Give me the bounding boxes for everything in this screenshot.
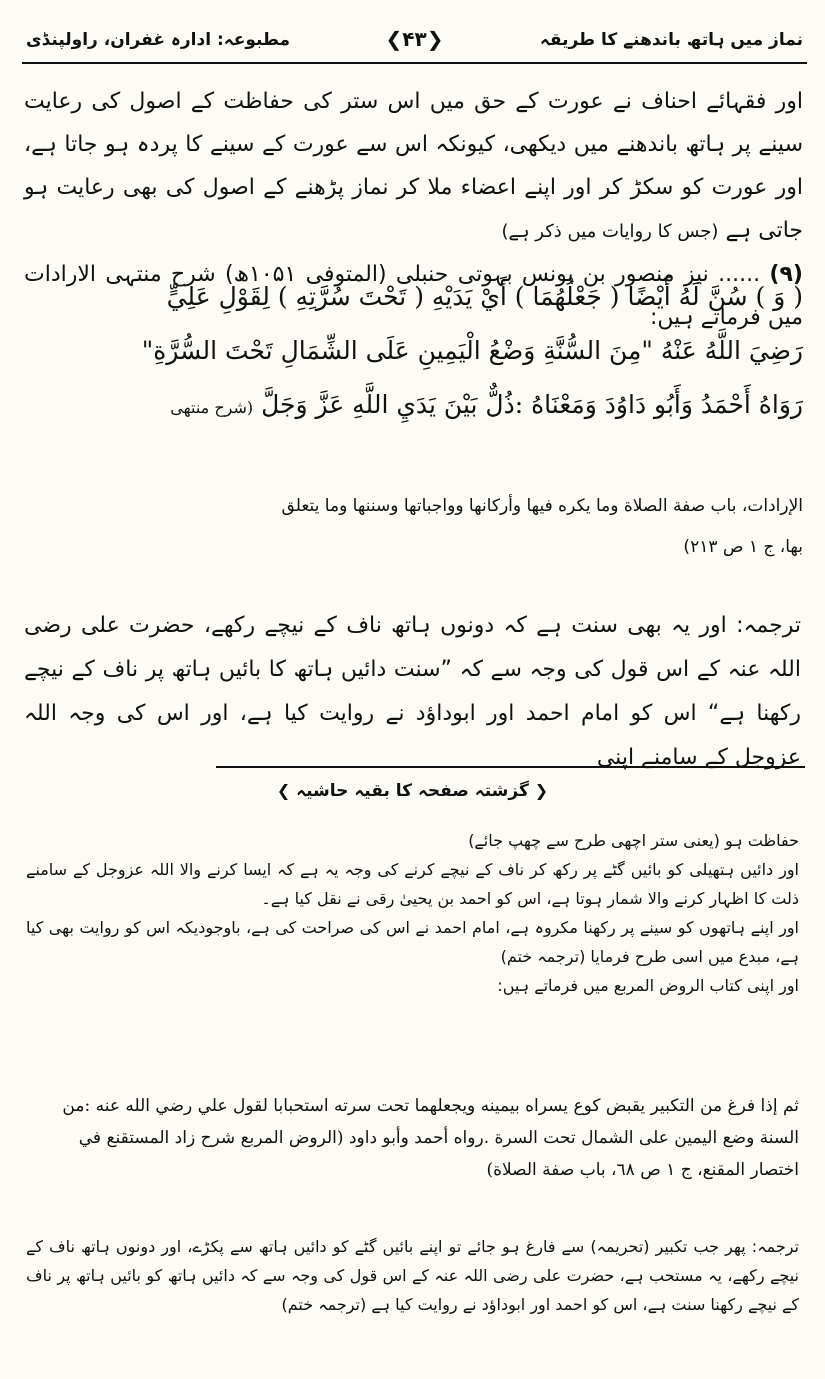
item-intro: ...... نیز منصور بن یونس بہوتی حنبلی (المتوفی ۱۰۵۱ھ) شرح منتہی الارادات میں فرماتے ہیں: (24, 262, 803, 330)
header-book-title: نماز میں ہاتھ باندھنے کا طریقہ (539, 29, 803, 50)
footnote-translation (26, 1232, 799, 1319)
arabic-quote (24, 270, 803, 435)
footnote-paragraph-5: ترجمہ: پھر جب تکبیر (تحریمہ) سے فارغ ہو جائے تو اپنے بائیں گٹے کو دائیں ہاتھ سے پکڑے، اور دونوں ہاتھ ناف کے نیچے رکھے، یہ مستحب ہے، حضرت علی رضی اللہ عنہ کے اس قول کی وجہ سے کہ دائیں ہاتھ کو بائیں ہاتھ پر ناف کے نیچے رکھنا سنت ہے، اس کو احمد اور ابوداؤد نے روایت کیا ہے (ترجمہ ختم) (26, 1237, 799, 1314)
footnote-paragraph-4: اور اپنی کتاب الروض المربع میں فرماتے ہیں: (497, 976, 799, 995)
footnote-title (0, 780, 825, 801)
arabic-line-2: رَضِيَ اللَّهُ عَنْهُ "مِنَ السُّنَّةِ وَضْعُ الْيَمِينِ عَلَى الشِّمَالِ تَحْتَ السُّرَّةِ" (141, 336, 803, 365)
paragraph-1-note: (جس کا روایات میں ذکر ہے) (501, 221, 719, 242)
translation-paragraph: ترجمہ: اور یہ بھی سنت ہے کہ دونوں ہاتھ ناف کے نیچے رکھے، حضرت علی رضی اللہ عنہ کے اس قول کی وجہ سے کہ ”سنت دائیں ہاتھ کا بائیں ہاتھ پر ناف کے نیچے رکھنا ہے“ اس کو امام احمد اور ابوداؤد نے روایت کیا ہے، اور اس کی وجہ اللہ عزوجل کے سامنے اپنی (24, 613, 801, 770)
footnote-paragraph-2: اور دائیں ہتھیلی کو بائیں گٹے پر رکھ کر ناف کے نیچے کرنے کی وجہ یہ ہے کہ ایسا کرنے والا اللہ عزوجل کے سامنے ذلت کا اظہار کرنے والا شمار ہوتا ہے، اس کو احمد بن یحییٰ رقی نے نقل کیا ہے۔ (26, 860, 799, 908)
paragraph-1: اور فقہائے احناف نے عورت کے حق میں اس ستر کی حفاظت کے اصول کی رعایت سینے پر ہاتھ باندھنے میں دیکھی، کیونکہ اس سے عورت کے سینے کا پردہ ہو جاتا ہے، اور عورت کو سکڑ کر اور اپنے اعضاء ملا کر نماز پڑھنے کے اصول کی بھی رعایت ہو جاتی ہے (24, 89, 803, 243)
reference-line-2: بها، ج ١ ص ٢١٣) (683, 537, 803, 557)
reference-line-1: الإرادات، باب صفة الصلاة وما يكره فيها وأركانها وواجباتها وسننها وما يتعلق (281, 496, 803, 516)
arabic-line-1: ( وَ ) سُنَّ لَهُ أَيْضًا ( جَعْلُهُمَا ) أَيْ يَدَيْهِ ( تَحْتَ سُرَّتِهِ ) لِقَوْلِ عَلِيٍّ (166, 282, 803, 311)
arabic-reference (24, 486, 803, 568)
ornament-icon: ❯ (276, 781, 291, 800)
ornament-icon: ❮ (534, 781, 549, 800)
page-number-value: ۴۳ (402, 27, 427, 51)
footnote-arabic (26, 1090, 799, 1186)
footnote-divider (216, 766, 805, 768)
page-number: ❮۴۳❯ (385, 27, 444, 51)
item-number: (۹) (769, 262, 803, 287)
header-divider (22, 62, 807, 64)
arabic-line-3-source: (شرح منتهى (170, 398, 254, 417)
header-publisher: مطبوعہ: ادارہ غفران، راولپنڈی (26, 29, 290, 50)
arabic-line-3-text: رَوَاهُ أَحْمَدُ وَأَبُو دَاوُدَ وَمَعْنَاهُ :ذُلٌّ بَيْنَ يَدَيِ اللَّهِ عَزَّ وَجَلَّ (261, 390, 803, 419)
footnote-body (26, 826, 799, 1000)
arabic-line-3 (24, 378, 803, 435)
footnote-paragraph-3: اور اپنے ہاتھوں کو سینے پر رکھنا مکروہ ہے، امام احمد نے اس کی صراحت کی ہے، باوجودیکہ اس کو روایت بھی کیا ہے، مبدع میں اسی طرح فرمایا (ترجمہ ختم) (26, 918, 799, 966)
page-header (26, 22, 803, 56)
footnote-title-text: گزشتہ صفحہ کا بقیہ حاشیہ (296, 781, 529, 801)
footnote-arabic-text: ثم إذا فرغ من التكبير يقبض كوع يسراه بيمينه ويجعلهما تحت سرته استحبابا لقول علي رضي الله عنه :من السنة وضع اليمين على الشمال تحت السرة .رواه أحمد وأبو داود (الروض المربع شرح زاد المستقنع في اختصار المقنع، ج ١ ص ٦٨، باب صفة الصلاة) (62, 1096, 799, 1180)
footnote-paragraph-1: حفاظت ہو (یعنی ستر اچھی طرح سے چھپ جائے) (468, 831, 799, 850)
